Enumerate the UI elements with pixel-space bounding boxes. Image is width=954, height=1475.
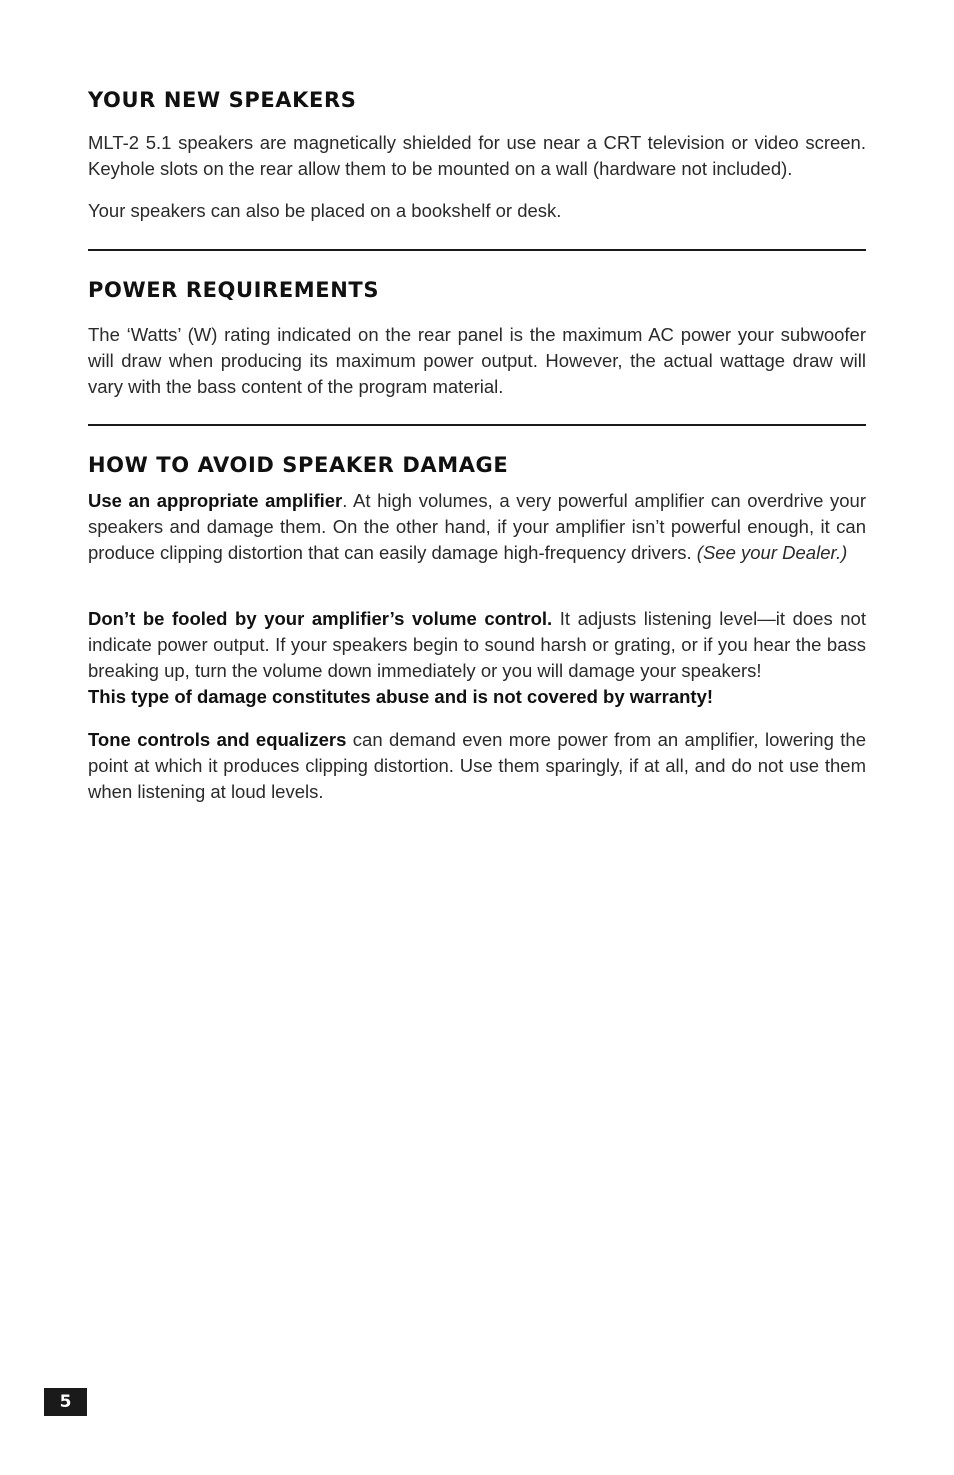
lead-volume-control: Don’t be fooled by your amplifier’s volume control. — [88, 608, 553, 629]
text-volume-control: It adjusts listening level—it does not indicate power output. If your speakers begin to sound harsh or grating, or if you hear the bass breaking up, turn the volume down immediately or you will damage your speakers! — [88, 608, 866, 681]
see-dealer-note: (See your Dealer.) — [696, 542, 848, 563]
paragraph-volume-control — [88, 606, 866, 710]
lead-appropriate-amplifier: Use an appropriate amplifier — [88, 490, 343, 511]
section-title-power-requirements: POWER REQUIREMENTS — [88, 278, 380, 302]
section-divider — [88, 424, 866, 426]
text-appropriate-amplifier: . At high volumes, a very powerful amplifier can overdrive your speakers and damage them. On the other hand, if your amplifier isn’t powerful enough, it can produce clipping distortion that can easily damage high-frequency drivers. — [88, 490, 867, 563]
paragraph-tone-controls — [88, 727, 866, 805]
paragraph-placement: Your speakers can also be placed on a bookshelf or desk. — [88, 200, 562, 221]
section-title-your-new-speakers: YOUR NEW SPEAKERS — [88, 88, 357, 112]
lead-tone-controls: Tone controls and equalizers — [88, 729, 347, 750]
warranty-warning: This type of damage constitutes abuse and is not covered by warranty! — [88, 686, 714, 707]
text-tone-controls: can demand even more power from an amplifier, lowering the point at which it produces clipping distortion. Use them sparingly, if at all, and do not use them when listening at loud levels. — [88, 729, 866, 802]
page-number: 5 — [44, 1388, 87, 1416]
paragraph-appropriate-amplifier — [88, 488, 866, 566]
section-title-avoid-damage: HOW TO AVOID SPEAKER DAMAGE — [88, 453, 509, 477]
paragraph-shielding: MLT-2 5.1 speakers are magnetically shielded for use near a CRT television or video screen. Keyhole slots on the rear allow them to be mounted on a wall (hardware not included). — [88, 132, 866, 179]
section-divider — [88, 249, 866, 251]
paragraph-watts-rating: The ‘Watts’ (W) rating indicated on the rear panel is the maximum AC power your subwoofer will draw when producing its maximum power output. However, the actual wattage draw will vary with the bass content of the program material. — [88, 324, 866, 397]
